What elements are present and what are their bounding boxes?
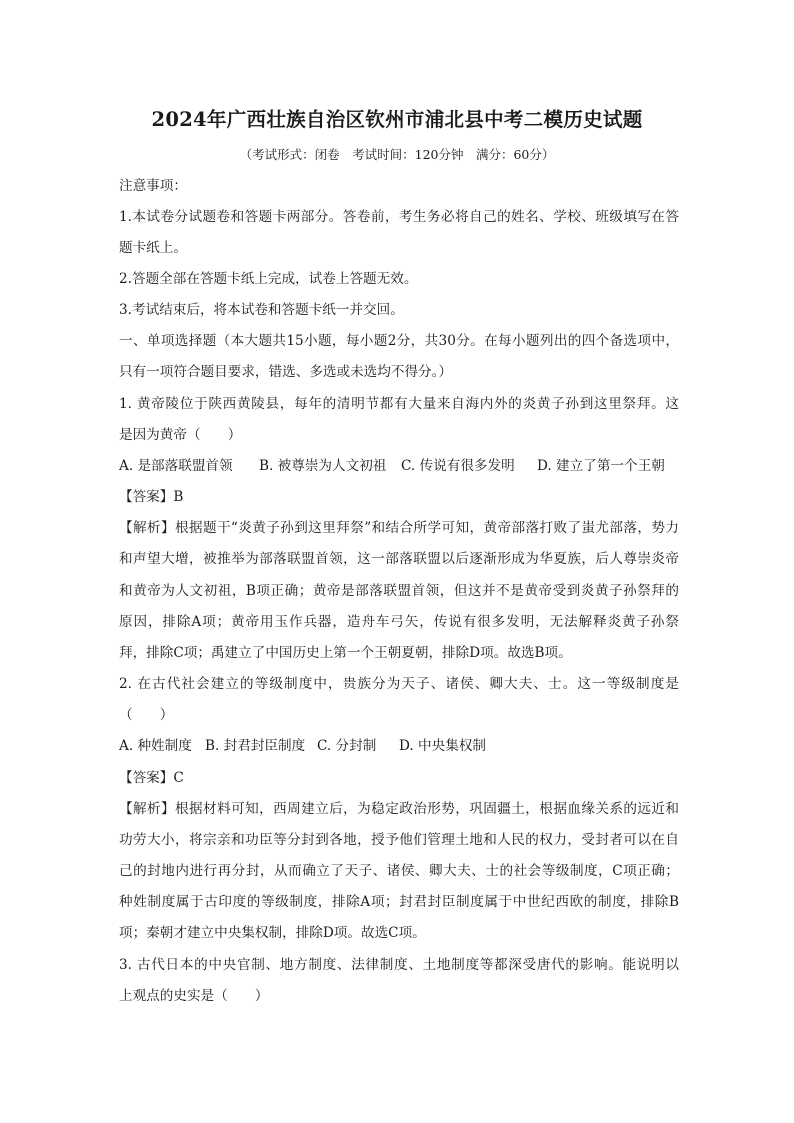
q1-analysis-line-2: 和声望大增，被推举为部落联盟首领，这一部落联盟以后逐渐形成为华夏族，后人尊崇炎帝 <box>119 551 679 567</box>
notice-item-3: 3.考试结束后，将本试卷和答题卡纸一并交回。 <box>119 302 404 318</box>
section-heading-line-1: 一、单项选择题（本大题共15小题，每小题2分，共30分。在每小题列出的四个备选项中， <box>119 333 679 349</box>
q2-stem-line-2: （ ） <box>119 707 174 723</box>
q2-option-d: D. 中央集权制 <box>399 738 487 754</box>
q1-stem-line-2: 是因为黄帝（ ） <box>119 427 242 443</box>
q1-analysis-line-5: 拜，排除C项；禹建立了中国历史上第一个王朝夏朝，排除D项。故选B项。 <box>119 645 572 661</box>
q3-stem-line-2: 上观点的史实是（ ） <box>119 988 269 1004</box>
q1-option-a: A. 是部落联盟首领 <box>119 458 233 474</box>
q2-analysis-line-2: 功劳大小，将宗亲和功臣等分封到各地，授予他们管理土地和人民的权力，受封者可以在自 <box>119 832 679 848</box>
q1-option-b: B. 被尊崇为人文初祖 <box>259 458 387 474</box>
q1-option-c: C. 传说有很多发明 <box>401 458 515 474</box>
q2-stem-line-1: 2. 在古代社会建立的等级制度中，贵族分为天子、诸侯、卿大夫、士。这一等级制度是 <box>119 676 679 692</box>
q1-options <box>119 457 679 475</box>
notice-heading: 注意事项： <box>119 178 187 194</box>
page-title: 2024年广西壮族自治区钦州市浦北县中考二模历史试题 <box>151 108 643 131</box>
notice-item-1-line-1: 1.本试卷分试题卷和答题卡两部分。答卷前，考生务必将自己的姓名、学校、班级填写在答 <box>119 209 679 225</box>
q2-analysis-line-5: 项；秦朝才建立中央集权制，排除D项。故选C项。 <box>119 925 426 941</box>
q1-analysis-line-1: 【解析】根据题干“炎黄子孙到这里拜祭”和结合所学可知，黄帝部落打败了蚩尤部落，势力 <box>119 520 679 536</box>
notice-item-2: 2.答题全部在答题卡纸上完成，试卷上答题无效。 <box>119 271 418 287</box>
q1-analysis-line-4: 原因，排除A项；黄帝用玉作兵器，造舟车弓矢，传说有很多发明，无法解释炎黄子孙祭 <box>119 614 679 630</box>
q2-options <box>119 737 679 755</box>
q3-stem-line-1: 3. 古代日本的中央官制、地方制度、法律制度、土地制度等都深受唐代的影响。能说明以 <box>119 957 679 973</box>
q1-stem-line-1: 1. 黄帝陵位于陕西黄陵县，每年的清明节都有大量来自海内外的炎黄子孙到这里祭拜。这 <box>119 396 679 412</box>
q2-option-c: C. 分封制 <box>317 738 377 754</box>
q1-option-d: D. 建立了第一个王朝 <box>537 458 665 474</box>
notice-item-1-line-2: 题卡纸上。 <box>119 240 187 256</box>
exam-info: （考试形式：闭卷 考试时间：120分钟 满分：60分） <box>239 147 555 162</box>
q2-answer: 【答案】C <box>119 770 184 786</box>
q2-option-b: B. 封君封臣制度 <box>205 738 306 754</box>
section-heading-line-2: 只有一项符合题目要求，错选、多选或未选均不得分。） <box>119 364 453 380</box>
q1-analysis-line-3: 和黄帝为人文初祖，B项正确；黄帝是部落联盟首领，但这并不是黄帝受到炎黄子孙祭拜的 <box>119 583 679 599</box>
q2-analysis-line-1: 【解析】根据材料可知，西周建立后，为稳定政治形势，巩固疆土，根据血缘关系的远近和 <box>119 801 679 817</box>
q2-analysis-line-3: 己的封地内进行再分封，从而确立了天子、诸侯、卿大夫、士的社会等级制度，C项正确； <box>119 863 679 879</box>
q2-analysis-line-4: 种姓制度属于古印度的等级制度，排除A项；封君封臣制度属于中世纪西欧的制度，排除B <box>119 894 679 910</box>
q2-option-a: A. 种姓制度 <box>119 738 192 754</box>
q1-answer: 【答案】B <box>119 489 184 505</box>
